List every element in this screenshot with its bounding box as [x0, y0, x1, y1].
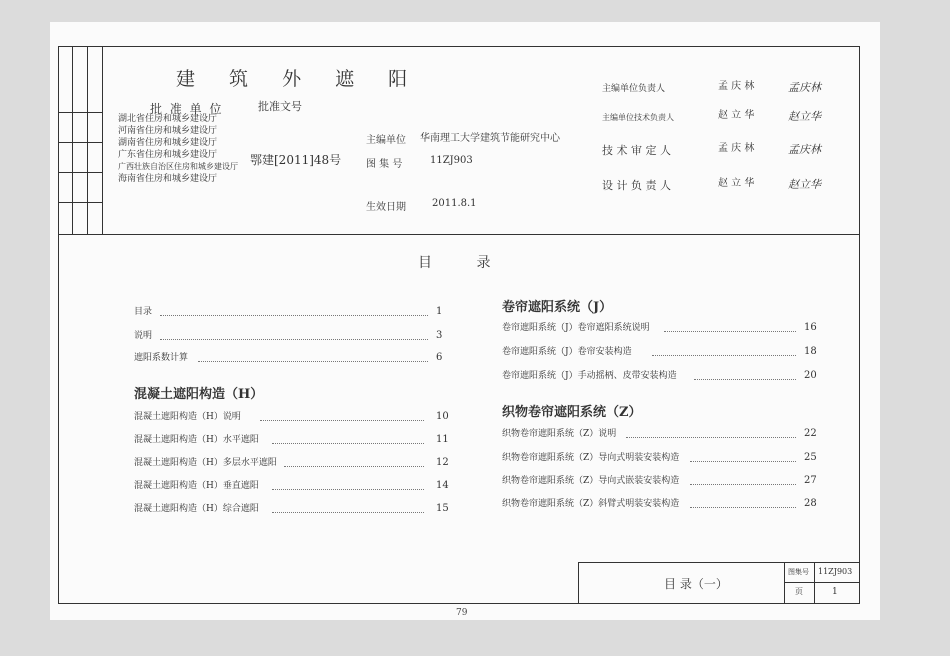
role-label: 设 计 负 责 人 — [602, 179, 671, 192]
toc-leader — [690, 507, 796, 508]
approve-unit-label: 批 准 单 位 — [150, 102, 224, 116]
approve-unit: 广西壮族自治区住房和城乡建设厅 — [118, 162, 238, 171]
toc-page: 16 — [804, 322, 817, 333]
editor-unit-label: 主编单位 — [366, 135, 406, 146]
toc-page: 14 — [436, 480, 449, 491]
toc-item: 混凝土遮阳构造（H）多层水平遮阳 — [134, 458, 277, 468]
toc-item: 混凝土遮阳构造（H）说明 — [134, 412, 241, 422]
role-label: 主编单位负责人 — [602, 84, 666, 94]
effective-date-label: 生效日期 — [366, 202, 406, 213]
toc-item: 卷帘遮阳系统（J）卷帘安装构造 — [502, 347, 632, 357]
approve-doc-label: 批准文号 — [258, 100, 302, 113]
toc-leader — [272, 443, 424, 444]
approve-unit: 湖北省住房和城乡建设厅 — [118, 114, 218, 124]
title-block-page-label: 页 — [795, 587, 803, 596]
approve-unit: 广东省住房和城乡建设厅 — [118, 150, 218, 160]
toc-title: 目 录 — [418, 255, 491, 271]
title-block-divider — [784, 582, 859, 583]
toc-leader — [626, 437, 796, 438]
role-name: 孟 庆 林 — [718, 143, 755, 154]
toc-leader — [198, 361, 428, 362]
toc-leader — [272, 512, 424, 513]
title-block-name: 目 录（一） — [664, 577, 728, 591]
signature: 孟庆林 — [788, 81, 821, 94]
toc-item: 织物卷帘遮阳系统（Z）导向式嵌装安装构造 — [502, 476, 680, 486]
role-name: 孟 庆 林 — [718, 81, 755, 92]
atlas-number: 11ZJ903 — [430, 155, 473, 166]
toc-page: 28 — [804, 498, 817, 509]
toc-item: 卷帘遮阳系统（J）手动摇柄、皮带安装构造 — [502, 371, 677, 381]
toc-item: 遮阳系数计算 — [134, 353, 189, 363]
toc-leader — [690, 484, 796, 485]
toc-page: 22 — [804, 428, 817, 439]
role-name: 赵 立 华 — [718, 110, 755, 121]
approve-unit: 湖南省住房和城乡建设厅 — [118, 138, 218, 148]
title-block-page-value: 1 — [832, 587, 838, 597]
toc-page: 1 — [436, 306, 443, 317]
book-page-number: 79 — [456, 608, 468, 618]
toc-page: 18 — [804, 346, 817, 357]
binding-stamp-column — [58, 46, 103, 234]
editor-unit: 华南理工大学建筑节能研究中心 — [420, 133, 560, 144]
toc-item: 混凝土遮阳构造（H）水平遮阳 — [134, 435, 259, 445]
toc-item: 混凝土遮阳构造（H）综合遮阳 — [134, 504, 259, 514]
effective-date: 2011.8.1 — [432, 198, 477, 209]
role-label: 主编单位技术负责人 — [602, 113, 674, 122]
header-divider-left — [58, 234, 102, 235]
approve-unit: 海南省住房和城乡建设厅 — [118, 174, 218, 184]
approve-units-list — [118, 113, 238, 185]
toc-item: 目录 — [134, 307, 153, 317]
toc-item: 卷帘遮阳系统（J）卷帘遮阳系统说明 — [502, 323, 650, 333]
toc-leader — [160, 339, 428, 340]
atlas-number-label: 图 集 号 — [366, 159, 403, 170]
toc-leader — [652, 355, 796, 356]
atlas-title: 建 筑 外 遮 阳 — [176, 68, 422, 90]
toc-page: 20 — [804, 370, 817, 381]
toc-page: 25 — [804, 452, 817, 463]
signature: 赵立华 — [788, 110, 821, 123]
approve-unit: 河南省住房和城乡建设厅 — [118, 126, 218, 136]
role-name: 赵 立 华 — [718, 178, 755, 189]
toc-item: 织物卷帘遮阳系统（Z）导向式明装安装构造 — [502, 453, 680, 463]
toc-item: 织物卷帘遮阳系统（Z）斜臂式明装安装构造 — [502, 499, 680, 509]
toc-leader — [284, 466, 424, 467]
title-block-atlas-value: 11ZJ903 — [818, 567, 853, 576]
toc-page: 12 — [436, 457, 449, 468]
signature: 孟庆林 — [788, 143, 821, 156]
toc-item: 织物卷帘遮阳系统（Z）说明 — [502, 429, 617, 439]
toc-page: 6 — [436, 352, 443, 363]
header-divider — [102, 234, 859, 235]
section-heading-z: 织物卷帘遮阳系统（Z） — [502, 405, 642, 420]
toc-leader — [690, 461, 796, 462]
section-heading-j: 卷帘遮阳系统（J） — [502, 300, 613, 315]
role-label: 技 术 审 定 人 — [602, 144, 671, 157]
toc-page: 11 — [436, 434, 449, 445]
toc-leader — [272, 489, 424, 490]
toc-leader — [260, 420, 424, 421]
toc-page: 10 — [436, 411, 449, 422]
toc-leader — [694, 379, 796, 380]
toc-page: 15 — [436, 503, 449, 514]
title-block-atlas-label: 图集号 — [788, 568, 809, 576]
section-heading-h: 混凝土遮阳构造（H） — [134, 387, 264, 402]
toc-item: 混凝土遮阳构造（H）垂直遮阳 — [134, 481, 259, 491]
toc-leader — [160, 315, 428, 316]
toc-page: 27 — [804, 475, 817, 486]
toc-item: 说明 — [134, 331, 153, 341]
toc-leader — [664, 331, 796, 332]
approve-doc-number: 鄂建[2011]48号 — [250, 153, 342, 167]
toc-page: 3 — [436, 330, 443, 341]
signature: 赵立华 — [788, 178, 821, 191]
